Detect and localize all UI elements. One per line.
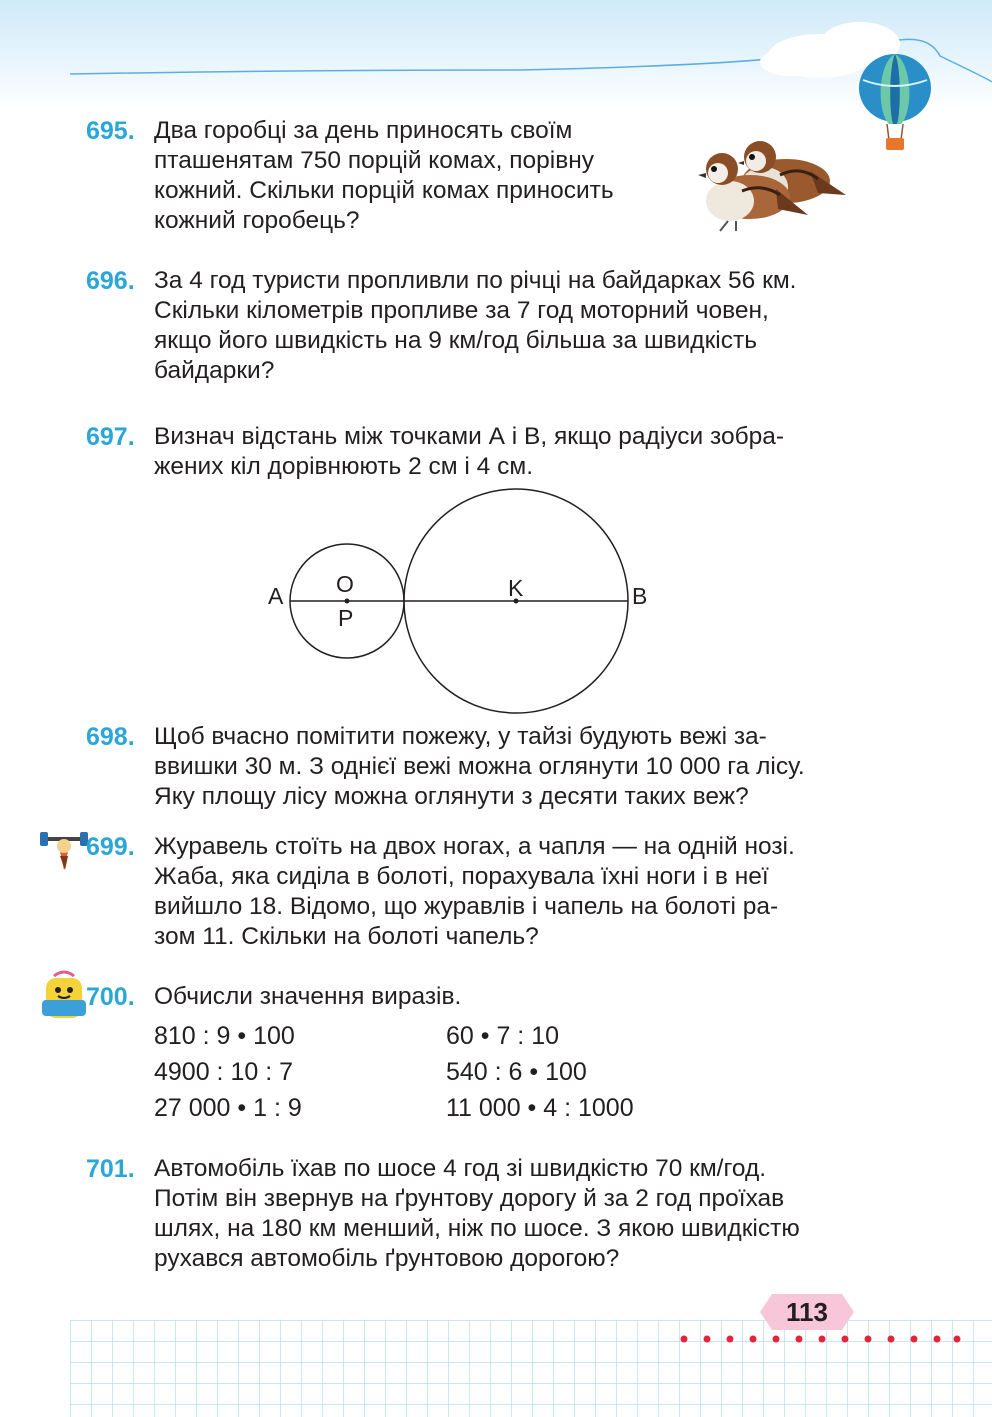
task-number: 698. <box>86 723 135 751</box>
backpack-icon <box>38 970 90 1022</box>
label-a: A <box>268 583 284 609</box>
circles-diagram <box>260 488 660 718</box>
expressions-right-column <box>446 1018 634 1126</box>
label-k: K <box>508 575 524 601</box>
expression: 11 000 • 4 : 1000 <box>446 1094 634 1122</box>
task-text: За 4 год туристи пропливли по річці на байдарках 56 км. Скільки кілометрів пропливе за 7 год моторний човен, якщо його швидкість на 9 км/год більша за швидкість байдарки? <box>154 267 797 384</box>
label-b: B <box>632 583 648 609</box>
task-number: 697. <box>86 423 135 451</box>
page-number: 113 <box>786 1297 828 1327</box>
hot-air-balloon-icon <box>855 52 935 156</box>
task-number: 701. <box>86 1155 135 1183</box>
expression: 4900 : 10 : 7 <box>154 1058 294 1086</box>
label-o: O <box>336 571 354 597</box>
point-o <box>345 599 350 604</box>
task-text: Щоб вчасно помітити пожежу, у тайзі будують вежі за- ввишки 30 м. З однієї вежі можна оглянути 10 000 га лісу. Яку площу лісу можна оглянути з десяти таких веж? <box>154 723 805 810</box>
task-number: 695. <box>86 117 135 145</box>
cloud-decoration <box>0 0 992 110</box>
expression: 810 : 9 • 100 <box>154 1022 295 1050</box>
task-text: Обчисли значення виразів. <box>154 983 462 1010</box>
task-number: 699. <box>86 833 135 861</box>
expression: 27 000 • 1 : 9 <box>154 1094 302 1122</box>
expressions-left-column <box>154 1018 302 1126</box>
task-number: 696. <box>86 267 135 295</box>
expression: 60 • 7 : 10 <box>446 1022 560 1050</box>
sky-header <box>0 0 992 110</box>
page-number-badge <box>760 1290 854 1334</box>
task-number: 700. <box>86 983 135 1011</box>
task-text: Два горобці за день приносять своїм пташенятам 750 порцій комах, порівну кожний. Скільки порцій комах приносить кожний горобець? <box>154 117 614 234</box>
task-text: Визнач відстань між точками А і В, якщо радіуси зобра- жених кіл дорівнюють 2 см і 4 см. <box>154 423 785 480</box>
task-text: Автомобіль їхав по шосе 4 год зі швидкістю 70 км/год. Потім він звернув на ґрунтову дорогу й за 2 год проїхав шлях, на 180 км менший, ніж по шосе. З якою швидкістю рухався автомобіль ґрунтовою дорогою? <box>154 1155 800 1272</box>
label-p: P <box>338 605 354 631</box>
task-text: Журавель стоїть на двох ногах, а чапля — на одній нозі. Жаба, яка сиділа в болоті, порахувала їхні ноги і в неї вийшло 18. Відомо, що журавлів і чапель на болоті ра- зом 11. Скільки на болоті чапель? <box>154 833 795 950</box>
strongman-icon <box>38 824 90 876</box>
sparrows-illustration <box>690 135 850 235</box>
expression: 540 : 6 • 100 <box>446 1058 587 1086</box>
